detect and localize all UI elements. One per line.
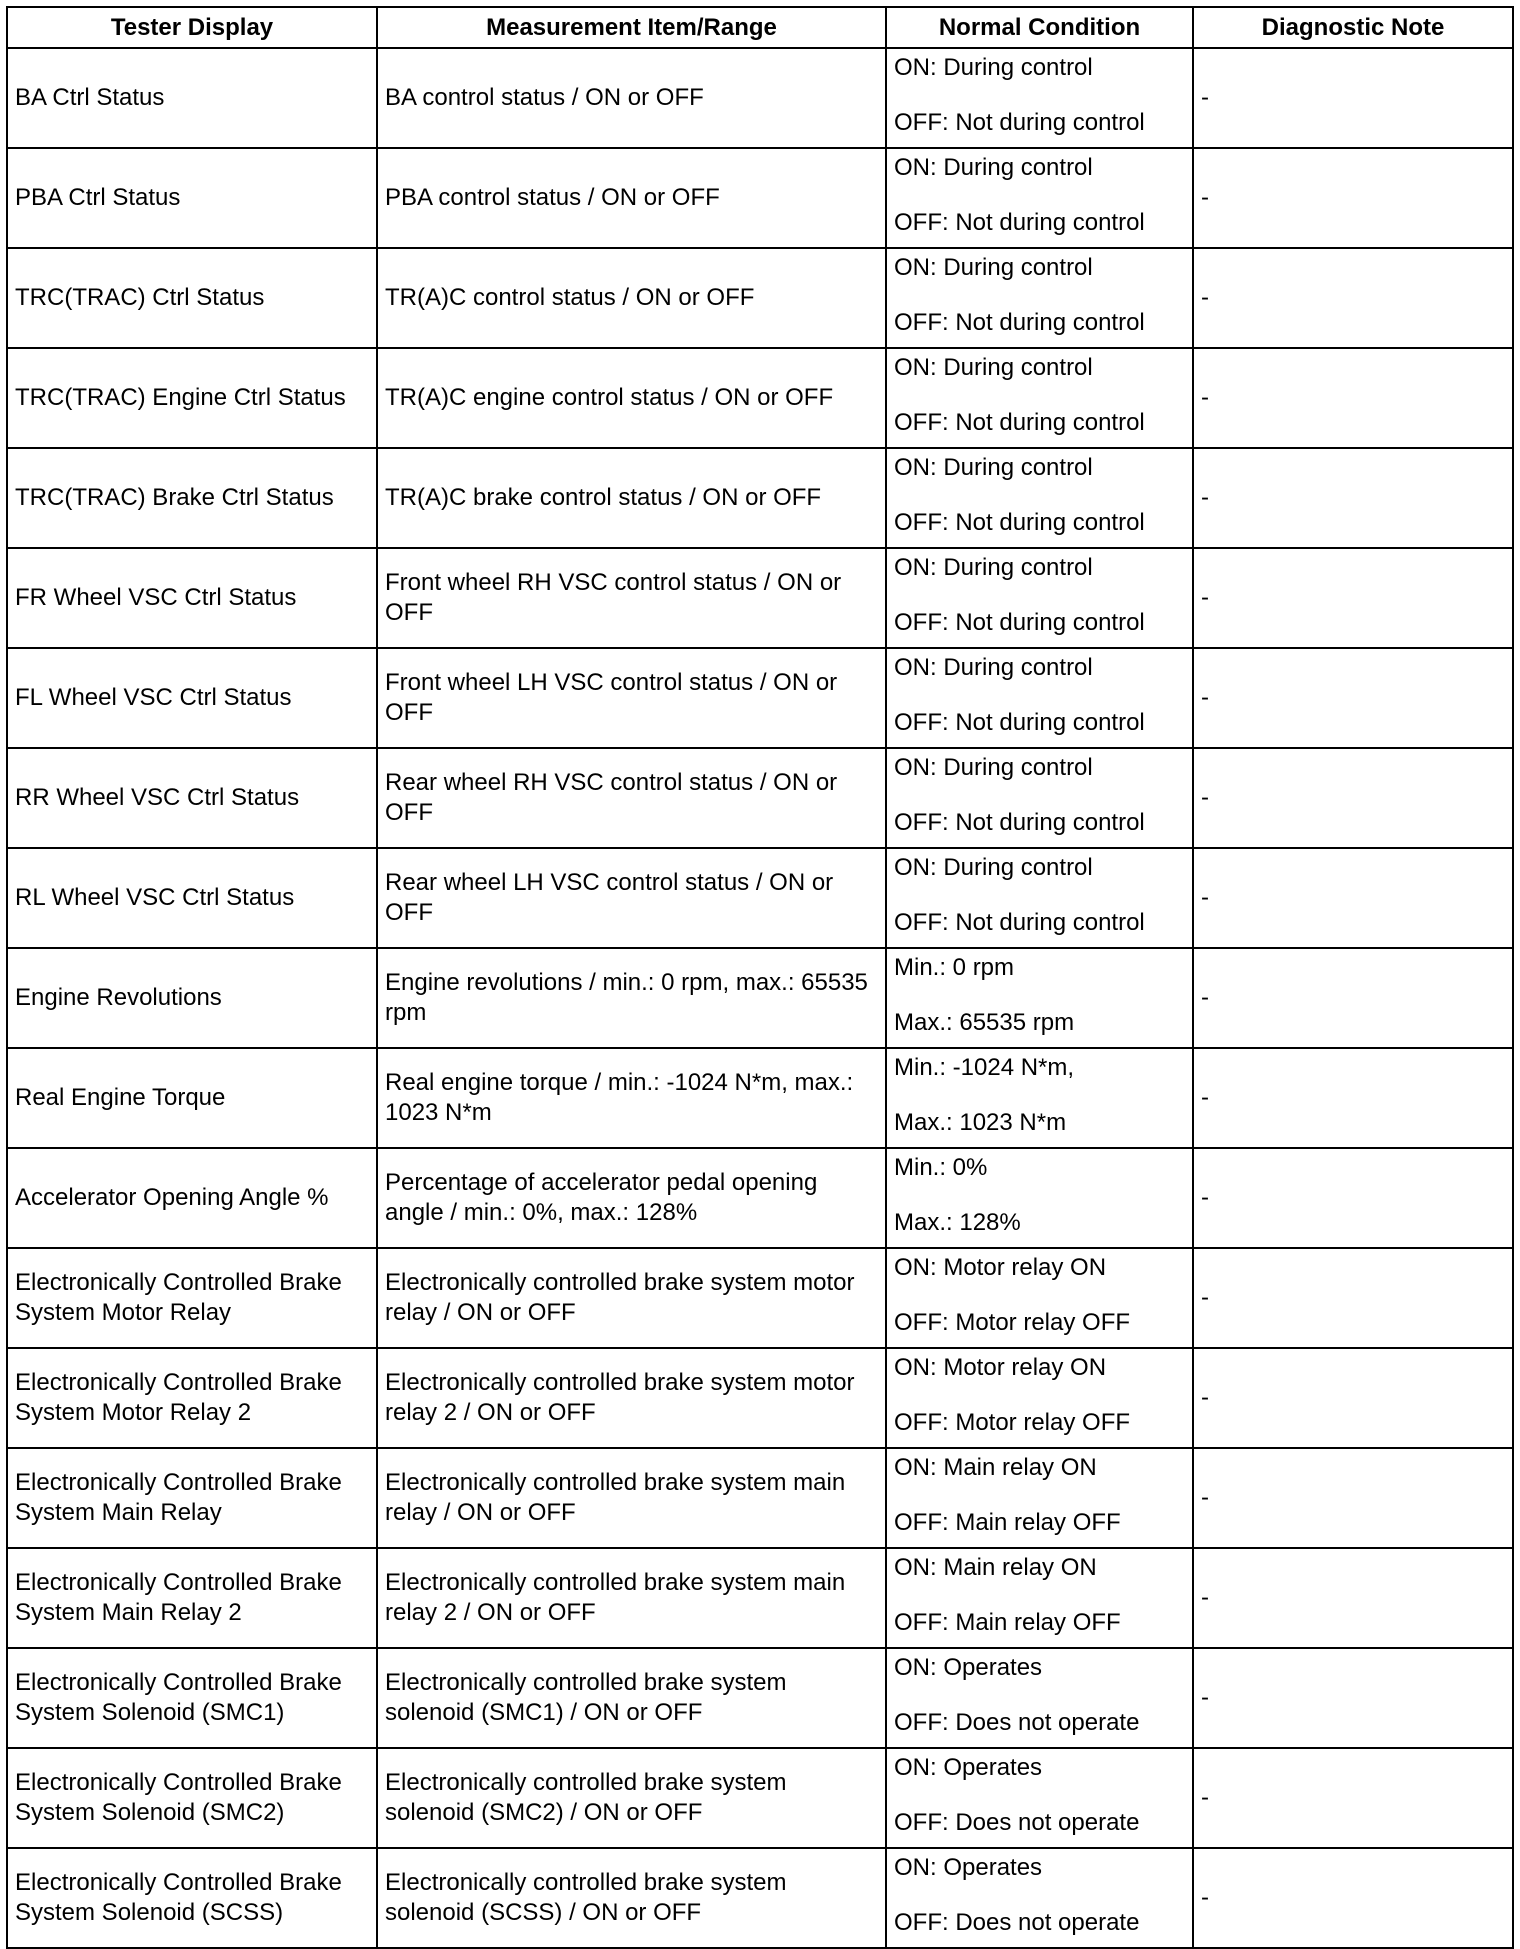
table-row	[7, 1348, 1513, 1448]
measurement-cell: Electronically controlled brake system motor relay / ON or OFF	[377, 1248, 886, 1348]
table-row	[7, 748, 1513, 848]
table-row	[7, 548, 1513, 648]
normal-condition-cell	[886, 648, 1193, 748]
normal-condition-cell	[886, 1348, 1193, 1448]
table-row	[7, 448, 1513, 548]
condition-off-text: OFF: Main relay OFF	[894, 1609, 1121, 1636]
condition-on-text: ON: During control	[894, 754, 1093, 781]
condition-off-text: OFF: Motor relay OFF	[894, 1309, 1131, 1336]
condition-off-text: OFF: Not during control	[894, 909, 1145, 936]
diagnostic-note-text: -	[1201, 1784, 1209, 1811]
condition-on-text: Min.: 0%	[894, 1154, 988, 1181]
measurement-cell: Electronically controlled brake system solenoid (SMC2) / ON or OFF	[377, 1748, 886, 1848]
diagnostic-note-cell	[1193, 1148, 1513, 1248]
table-row	[7, 348, 1513, 448]
diagnostic-note-text: -	[1201, 84, 1209, 111]
diagnostic-note-text: -	[1201, 984, 1209, 1011]
condition-off-text: OFF: Not during control	[894, 309, 1145, 336]
tester-display-cell: Electronically Controlled Brake System Motor Relay 2	[7, 1348, 377, 1448]
table-row	[7, 1748, 1513, 1848]
diagnostic-note-text: -	[1201, 884, 1209, 911]
condition-off-text: OFF: Does not operate	[894, 1709, 1140, 1736]
diagnostic-note-cell	[1193, 748, 1513, 848]
condition-off-text: OFF: Not during control	[894, 709, 1145, 736]
tester-display-cell: Real Engine Torque	[7, 1048, 377, 1148]
diagnostic-note-cell	[1193, 548, 1513, 648]
diagnostic-note-text: -	[1201, 1884, 1209, 1911]
measurement-cell: Electronically controlled brake system main relay / ON or OFF	[377, 1448, 886, 1548]
condition-on-text: ON: During control	[894, 254, 1093, 281]
table-row	[7, 1848, 1513, 1948]
condition-on-text: Min.: -1024 N*m,	[894, 1054, 1075, 1081]
condition-off-text: OFF: Main relay OFF	[894, 1509, 1121, 1536]
condition-on-text: ON: Motor relay ON	[894, 1354, 1107, 1381]
table-row	[7, 1548, 1513, 1648]
measurement-cell: Electronically controlled brake system solenoid (SCSS) / ON or OFF	[377, 1848, 886, 1948]
table-body	[7, 48, 1513, 1948]
diagnostic-note-cell	[1193, 248, 1513, 348]
condition-on-text: ON: During control	[894, 854, 1093, 881]
normal-condition-cell	[886, 548, 1193, 648]
measurement-cell: BA control status / ON or OFF	[377, 48, 886, 148]
table-row	[7, 248, 1513, 348]
normal-condition-cell	[886, 848, 1193, 948]
measurement-cell: TR(A)C control status / ON or OFF	[377, 248, 886, 348]
normal-condition-cell	[886, 48, 1193, 148]
diagnostic-note-text: -	[1201, 184, 1209, 211]
tester-display-cell: Accelerator Opening Angle %	[7, 1148, 377, 1248]
table-row	[7, 48, 1513, 148]
diagnostic-note-text: -	[1201, 584, 1209, 611]
normal-condition-cell	[886, 1648, 1193, 1748]
table-row	[7, 148, 1513, 248]
diagnostic-note-cell	[1193, 1348, 1513, 1448]
measurement-cell: TR(A)C brake control status / ON or OFF	[377, 448, 886, 548]
tester-display-cell: Electronically Controlled Brake System Main Relay	[7, 1448, 377, 1548]
tester-display-cell: TRC(TRAC) Engine Ctrl Status	[7, 348, 377, 448]
diagnostic-note-cell	[1193, 348, 1513, 448]
diagnostic-note-text: -	[1201, 1084, 1209, 1111]
measurement-cell: Electronically controlled brake system motor relay 2 / ON or OFF	[377, 1348, 886, 1448]
measurement-cell: TR(A)C engine control status / ON or OFF	[377, 348, 886, 448]
tester-display-cell: Electronically Controlled Brake System Main Relay 2	[7, 1548, 377, 1648]
normal-condition-cell	[886, 1548, 1193, 1648]
condition-on-text: ON: Operates	[894, 1654, 1043, 1681]
normal-condition-cell	[886, 1248, 1193, 1348]
diagnostic-note-cell	[1193, 1448, 1513, 1548]
table-row	[7, 948, 1513, 1048]
condition-on-text: ON: Operates	[894, 1754, 1043, 1781]
condition-on-text: ON: Motor relay ON	[894, 1254, 1107, 1281]
normal-condition-cell	[886, 1848, 1193, 1948]
condition-off-text: OFF: Motor relay OFF	[894, 1409, 1131, 1436]
diagnostic-note-text: -	[1201, 484, 1209, 511]
normal-condition-cell	[886, 948, 1193, 1048]
diagnostic-note-cell	[1193, 1748, 1513, 1848]
measurement-cell: Rear wheel RH VSC control status / ON or OFF	[377, 748, 886, 848]
data-list-table	[6, 6, 1514, 1949]
tester-display-cell: Electronically Controlled Brake System Motor Relay	[7, 1248, 377, 1348]
header-normal-condition: Normal Condition	[886, 7, 1193, 48]
tester-display-cell: PBA Ctrl Status	[7, 148, 377, 248]
table-row	[7, 848, 1513, 948]
normal-condition-cell	[886, 1148, 1193, 1248]
tester-display-cell: RL Wheel VSC Ctrl Status	[7, 848, 377, 948]
header-row	[7, 7, 1513, 48]
measurement-cell: Real engine torque / min.: -1024 N*m, max.: 1023 N*m	[377, 1048, 886, 1148]
normal-condition-cell	[886, 148, 1193, 248]
header-measurement: Measurement Item/Range	[377, 7, 886, 48]
diagnostic-note-cell	[1193, 48, 1513, 148]
condition-off-text: OFF: Not during control	[894, 609, 1145, 636]
diagnostic-note-text: -	[1201, 1384, 1209, 1411]
diagnostic-note-text: -	[1201, 1284, 1209, 1311]
condition-off-text: OFF: Does not operate	[894, 1809, 1140, 1836]
diagnostic-note-cell	[1193, 1648, 1513, 1748]
tester-display-cell: TRC(TRAC) Ctrl Status	[7, 248, 377, 348]
condition-off-text: OFF: Does not operate	[894, 1909, 1140, 1936]
diagnostic-note-cell	[1193, 648, 1513, 748]
condition-on-text: ON: Main relay ON	[894, 1454, 1097, 1481]
condition-on-text: ON: During control	[894, 54, 1093, 81]
condition-on-text: ON: Main relay ON	[894, 1554, 1097, 1581]
tester-display-cell: FR Wheel VSC Ctrl Status	[7, 548, 377, 648]
tester-display-cell: BA Ctrl Status	[7, 48, 377, 148]
tester-display-cell: Electronically Controlled Brake System Solenoid (SMC2)	[7, 1748, 377, 1848]
diagnostic-note-text: -	[1201, 284, 1209, 311]
table-row	[7, 1248, 1513, 1348]
normal-condition-cell	[886, 448, 1193, 548]
table-row	[7, 1048, 1513, 1148]
tester-display-cell: TRC(TRAC) Brake Ctrl Status	[7, 448, 377, 548]
measurement-cell: Electronically controlled brake system solenoid (SMC1) / ON or OFF	[377, 1648, 886, 1748]
normal-condition-cell	[886, 348, 1193, 448]
condition-off-text: OFF: Not during control	[894, 509, 1145, 536]
condition-off-text: OFF: Not during control	[894, 209, 1145, 236]
condition-off-text: Max.: 1023 N*m	[894, 1109, 1067, 1136]
diagnostic-note-text: -	[1201, 384, 1209, 411]
measurement-cell: Engine revolutions / min.: 0 rpm, max.: 65535 rpm	[377, 948, 886, 1048]
condition-on-text: ON: During control	[894, 554, 1093, 581]
condition-off-text: Max.: 65535 rpm	[894, 1009, 1075, 1036]
normal-condition-cell	[886, 748, 1193, 848]
measurement-cell: PBA control status / ON or OFF	[377, 148, 886, 248]
condition-on-text: ON: During control	[894, 654, 1093, 681]
measurement-cell: Front wheel RH VSC control status / ON or OFF	[377, 548, 886, 648]
tester-display-cell: Engine Revolutions	[7, 948, 377, 1048]
diagnostic-note-text: -	[1201, 684, 1209, 711]
condition-off-text: OFF: Not during control	[894, 409, 1145, 436]
tester-display-cell: Electronically Controlled Brake System Solenoid (SCSS)	[7, 1848, 377, 1948]
diagnostic-note-cell	[1193, 1848, 1513, 1948]
normal-condition-cell	[886, 1448, 1193, 1548]
measurement-cell: Percentage of accelerator pedal opening angle / min.: 0%, max.: 128%	[377, 1148, 886, 1248]
diagnostic-note-text: -	[1201, 784, 1209, 811]
diagnostic-note-cell	[1193, 448, 1513, 548]
header-diagnostic-note: Diagnostic Note	[1193, 7, 1513, 48]
normal-condition-cell	[886, 1748, 1193, 1848]
measurement-cell: Front wheel LH VSC control status / ON or OFF	[377, 648, 886, 748]
measurement-cell: Rear wheel LH VSC control status / ON or OFF	[377, 848, 886, 948]
condition-off-text: OFF: Not during control	[894, 109, 1145, 136]
condition-on-text: ON: Operates	[894, 1854, 1043, 1881]
diagnostic-note-cell	[1193, 1248, 1513, 1348]
tester-display-cell: RR Wheel VSC Ctrl Status	[7, 748, 377, 848]
condition-off-text: Max.: 128%	[894, 1209, 1021, 1236]
table-row	[7, 1648, 1513, 1748]
condition-off-text: OFF: Not during control	[894, 809, 1145, 836]
normal-condition-cell	[886, 248, 1193, 348]
tester-display-cell: FL Wheel VSC Ctrl Status	[7, 648, 377, 748]
condition-on-text: Min.: 0 rpm	[894, 954, 1015, 981]
diagnostic-note-cell	[1193, 1548, 1513, 1648]
condition-on-text: ON: During control	[894, 154, 1093, 181]
table-row	[7, 1448, 1513, 1548]
table-header	[7, 7, 1513, 48]
header-tester-display: Tester Display	[7, 7, 377, 48]
condition-on-text: ON: During control	[894, 454, 1093, 481]
tester-display-cell: Electronically Controlled Brake System Solenoid (SMC1)	[7, 1648, 377, 1748]
table-row	[7, 648, 1513, 748]
diagnostic-note-cell	[1193, 848, 1513, 948]
diagnostic-note-cell	[1193, 948, 1513, 1048]
diagnostic-note-text: -	[1201, 1184, 1209, 1211]
diagnostic-note-text: -	[1201, 1584, 1209, 1611]
diagnostic-note-text: -	[1201, 1484, 1209, 1511]
condition-on-text: ON: During control	[894, 354, 1093, 381]
diagnostic-note-cell	[1193, 148, 1513, 248]
diagnostic-note-cell	[1193, 1048, 1513, 1148]
table-row	[7, 1148, 1513, 1248]
measurement-cell: Electronically controlled brake system main relay 2 / ON or OFF	[377, 1548, 886, 1648]
normal-condition-cell	[886, 1048, 1193, 1148]
diagnostic-note-text: -	[1201, 1684, 1209, 1711]
